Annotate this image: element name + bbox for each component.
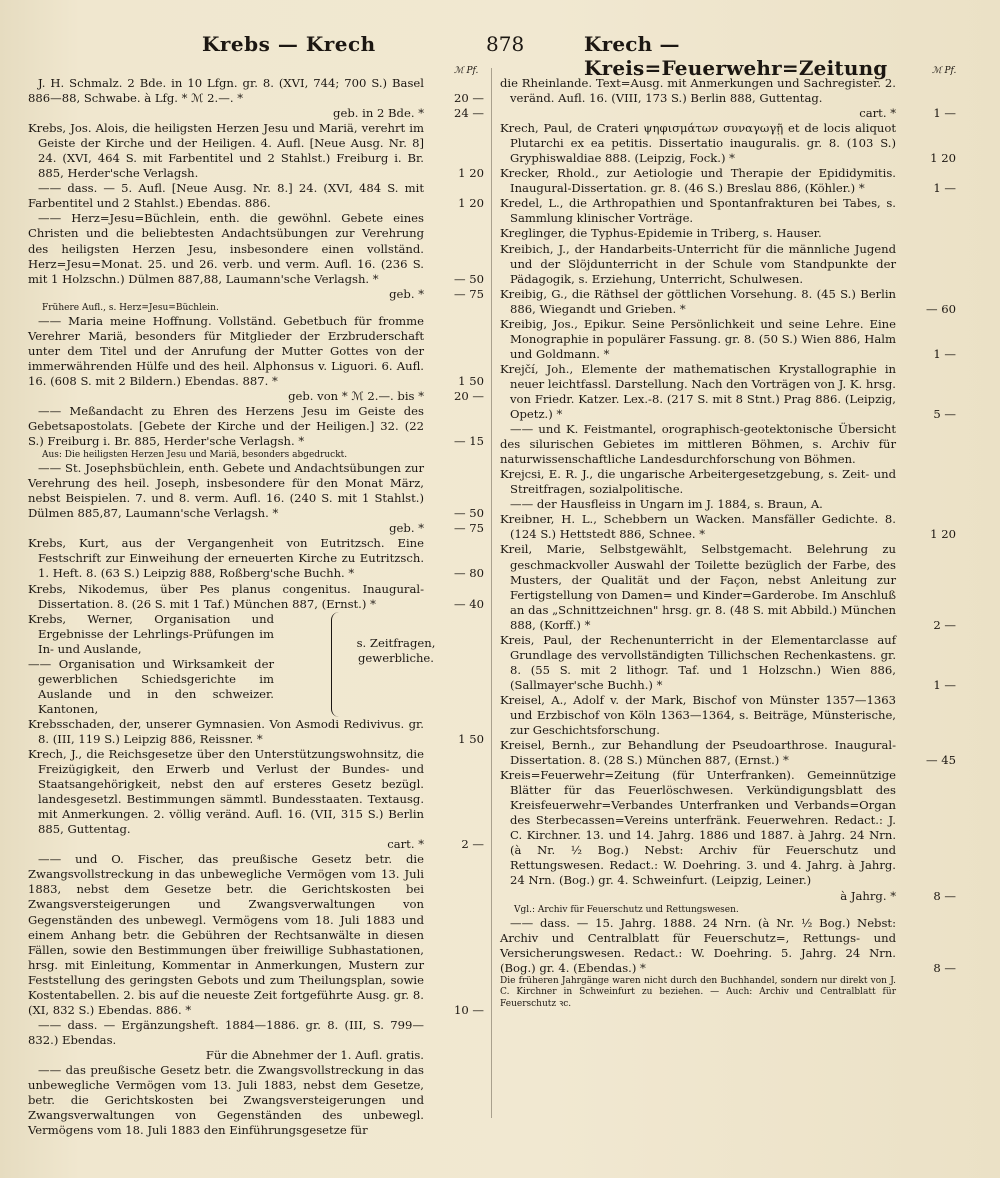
brace-entry-2 <box>28 657 334 717</box>
entry-text: Kredel, L., die Arthropathien und Spontanfrakturen bei Tabes, s. Sammlung klinischer Vorträge. <box>500 196 896 226</box>
entry-price: 1 50 <box>458 731 484 746</box>
entry-note <box>28 302 484 314</box>
currency-head-left: ℳ Pf. <box>454 66 479 76</box>
entry-text: —— dass. — 5. Aufl. [Neue Ausg. Nr. 8.] 24. (XVI, 484 S. mit Farbentitel und 2 Stahlst.) Ebendas. 886. <box>28 181 424 211</box>
catalog-entry <box>28 837 484 852</box>
entry-text: à Jahrg. * <box>840 888 896 903</box>
catalog-entry <box>28 1063 484 1138</box>
entry-price: 8 — <box>933 888 956 903</box>
entry-text: —— und O. Fischer, das preußische Gesetz betr. die Zwangsvollstreckung in das unbewegliche Vermögen vom 13. Juli 1883, nebst dem Gesetze betr. die Gerichtskosten bei Zwangsversteigerungen und Zwangsverwaltungen von Gegenständen des unbewegl. Vermögens vom 18. Juli 1883 und einem Anhang betr. die Gebühren der Rechtsanwälte in diesen Fällen, sowie den Bestimmungen über freiwillige Subhastationen, hrsg. mit Einleitung, Kommentar in Anmerkungen, Mustern zur Feststellung des geringsten Gebots und zum Theilungsplan, sowie Kostentabellen. 2. bis auf die neueste Zeit fortgeführte Ausg. gr. 8. (XI, 832 S.) Ebendas. 886. * <box>28 852 424 1017</box>
catalog-entry <box>28 582 484 612</box>
entry-text: geb. in 2 Bde. * <box>333 106 424 121</box>
catalog-entry <box>28 211 484 286</box>
entry-text: —— dass. — Ergänzungsheft. 1884—1886. gr. 8. (III, S. 799—832.) Ebendas. <box>28 1017 424 1047</box>
entry-price: — 80 <box>453 566 484 581</box>
footnote: Die früheren Jahrgänge waren nicht durch den Buchhandel, sondern nur direkt von J. C. Kirchner in Schweinfurt zu beziehen. — Auch: Archiv und Centralblatt für Feuerschutz ꝛc. <box>500 975 896 1009</box>
entry-price: 1 20 <box>930 151 956 166</box>
column-divider <box>491 68 492 1118</box>
entry-text: Kreis, Paul, der Rechenunterricht in der Elementarclasse auf Grundlage des vervollständigten Tillichschen Rechenkastens. gr. 8. (55 S. mit 2 lithogr. Taf. und 1 Holzschn.) Wien 886, (Sallmayer'sche Buchh.) * <box>500 632 896 692</box>
catalog-entry <box>500 497 956 512</box>
catalog-entry <box>28 1018 484 1048</box>
catalog-entry <box>28 389 484 404</box>
catalog-entry <box>28 106 484 121</box>
left-entries <box>28 76 484 612</box>
entry-price: 1 — <box>933 677 956 692</box>
note-text: Frühere Aufl., s. Herz=Jesu=Büchlein. <box>42 302 219 313</box>
entry-price: — 75 <box>453 286 484 301</box>
catalog-entry <box>500 317 956 362</box>
entry-text: Kreis=Feuerwehr=Zeitung (für Unterfranken). Gemeinnützige Blätter für das Feuerlöschwesen. Verkündigungsblatt des Kreisfeuerwehr=Verbandes Unterfranken und Verbands=Organ des Sterbecassen=Vereins unterfränk. Feuerwehren. Redact.: J. C. Kirchner. 13. und 14. Jahrg. 1886 und 1887. à Jahrg. 24 Nrn. (à Nr. ½ Bog.) Nebst: Archiv für Feuerschutz und Rettungswesen. Redact.: W. Doehring. 3. und 4. Jahrg. à Jahrg. 24 Nrn. (Bog.) gr. 4. Schweinfurt. (Leipzig, Leiner.) <box>500 768 896 888</box>
catalog-entry <box>500 121 956 166</box>
left-entries-continued <box>28 717 484 1138</box>
entry-text: cart. * <box>387 837 424 852</box>
entry-price: — 45 <box>925 753 956 768</box>
entry-text: Krecker, Rhold., zur Aetiologie und Therapie der Epididymitis. Inaugural-Dissertation. gr. 8. (46 S.) Breslau 886, (Köhler.) * <box>500 166 896 196</box>
entry-text: Krejčí, Joh., Elemente der mathematischen Krystallographie in neuer leichtfassl. Darstellung. Nach den Vorträgen von J. K. hrsg. von Friedr. Katzer. Lex.-8. (217 S. mit 8 Stnt.) Prag 886. (Leipzig, Opetz.) * <box>500 361 896 422</box>
entry-price: 20 — <box>453 388 484 403</box>
catalog-entry <box>28 717 484 747</box>
catalog-entry <box>28 314 484 389</box>
entry-text: Krebs, Jos. Alois, die heiligsten Herzen Jesu und Mariä, verehrt im Geiste der Kirche und der Heiligen. 4. Aufl. [Neue Ausg. Nr. 8] 24. (XVI, 464 S. mit Farbentitel und 2 Stahlst.) Freiburg i. Br. 885, Herder'sche Verlagsh. <box>28 121 424 181</box>
entry-text: Krebs, Nikodemus, über Pes planus congenitus. Inaugural-Dissertation. 8. (26 S. mit 1 Taf.) München 887, (Ernst.) * <box>28 581 424 611</box>
entry-price: 1 — <box>933 106 956 121</box>
entry-price: 1 20 <box>458 196 484 211</box>
catalog-entry <box>500 76 956 106</box>
brace-mark <box>331 612 344 717</box>
catalog-entry <box>28 76 484 106</box>
catalog-entry <box>500 106 956 121</box>
catalog-entry <box>500 916 956 976</box>
entry-note <box>500 904 956 916</box>
entry-price: — 50 <box>453 271 484 286</box>
entry-text: Krebsschaden, der, unserer Gymnasien. Von Asmodi Redivivus. gr. 8. (III, 119 S.) Leipzig 886, Reissner. * <box>28 716 424 746</box>
catalog-entry <box>500 196 956 226</box>
catalog-entry <box>500 422 956 467</box>
catalog-entry <box>500 693 956 738</box>
right-running-title: Krech — Kreis=Feuerwehr=Zeitung <box>584 32 888 80</box>
entry-text: J. H. Schmalz. 2 Bde. in 10 Lfgn. gr. 8. (XVI, 744; 700 S.) Basel 886—88, Schwabe. à Lfg. * ℳ 2.—. * <box>28 76 424 106</box>
note-text: Aus: Die heiligsten Herzen Jesu und Mariä, besonders abgedruckt. <box>42 450 348 461</box>
catalog-entry <box>28 404 484 449</box>
entry-text: Krech, J., die Reichsgesetze über den Unterstützungswohnsitz, die Freizügigkeit, den Erwerb und Verlust der Bundes- und Staatsangehörigkeit, nebst den auf ersteres Gesetz bezügl. landesgesetzl. Bestimmungen sämmtl. Bundesstaaten. Textausg. mit Anmerkungen. 2. völlig veränd. Aufl. 16. (VII, 315 S.) Berlin 885, Guttentag. <box>28 747 424 837</box>
entry-text: —— Herz=Jesu=Büchlein, enth. die gewöhnl. Gebete eines Christen und die beliebtesten Andachtsübungen zur Verehrung des heiligsten Herzen Jesu, insbesondere einen vollständ. Herz=Jesu=Monat. 25. und 26. verb. und verm. Aufl. 16. (236 S. mit 1 Holzschn.) Dülmen 887,88, Laumann'sche Verlagsh. * <box>28 211 424 286</box>
catalog-entry <box>28 852 484 1018</box>
right-column <box>500 76 956 1010</box>
note-text: Vgl.: Archiv für Feuerschutz und Rettungswesen. <box>514 904 739 915</box>
entry-price: 1 20 <box>930 527 956 542</box>
entry-price: 1 20 <box>458 166 484 181</box>
entry-text: die Rheinlande. Text=Ausg. mit Anmerkungen und Sachregister. 2. veränd. Aufl. 16. (VIII, 173 S.) Berlin 888, Guttentag. <box>500 76 896 106</box>
brace-group <box>28 612 484 717</box>
entry-text: —— das preußische Gesetz betr. die Zwangsvollstreckung in das unbewegliche Vermögen vom 13. Juli 1883, nebst dem Gesetze, betr. die Gerichtskosten bei Zwangsversteigerungen und Zwangsverwaltungen von Gegenständen des unbewegl. Vermögens vom 18. Juli 1883 den Einführungsgesetze für <box>28 1063 424 1138</box>
entry-text: geb. * <box>389 521 424 536</box>
entry-text: Krebs, Kurt, aus der Vergangenheit von Eutritzsch. Eine Festschrift zur Einweihung der erneuerten Kirche zu Eutritzsch. 1. Heft. 8. (63 S.) Leipzig 888, Roßberg'sche Buchh. * <box>28 536 424 581</box>
entry-price: 1 — <box>933 181 956 196</box>
entry-text: —— Meßandacht zu Ehren des Herzens Jesu im Geiste des Gebetsapostolats. [Gebete der Kirche und der Heiligen.] 32. (22 S.) Freiburg i. Br. 885, Herder'sche Verlagsh. * <box>28 403 424 449</box>
entry-text: Krebs, Werner, Organisation und Ergebnisse der Lehrlings-Prüfungen im In- und Auslande, <box>28 611 274 656</box>
catalog-entry <box>28 287 484 302</box>
page-number: 878 <box>486 32 525 56</box>
catalog-entry <box>28 121 484 181</box>
left-column <box>28 76 484 1138</box>
entry-text: —— St. Josephsbüchlein, enth. Gebete und Andachtsübungen zur Verehrung des heil. Joseph, insbesondere für den Monat März, nebst Beispielen. 7. und 8. verm. Aufl. 16. (240 S. mit 1 Stahlst.) Dülmen 885,87, Laumann'sche Verlagsh. * <box>28 461 424 521</box>
catalog-entry <box>28 521 484 536</box>
entry-price: — 15 <box>453 434 484 449</box>
entry-price: 10 — <box>453 1002 484 1017</box>
catalog-entry <box>28 181 484 211</box>
entry-text: Kreglinger, die Typhus-Epidemie in Triberg, s. Hauser. <box>500 226 822 241</box>
entry-text: —— Maria meine Hoffnung. Vollständ. Gebetbuch für fromme Verehrer Mariä, besonders für Mitglieder der Erzbruderschaft unter dem Titel und der Anrufung der Mutter Gottes von der immerwährenden Hülfe und des heil. Alphonsus v. Liguori. 6. Aufl. 16. (608 S. mit 2 Bildern.) Ebendas. 887. * <box>28 313 424 388</box>
left-running-title: Krebs — Krech <box>202 32 376 56</box>
catalog-entry <box>500 287 956 317</box>
entry-price: 2 — <box>461 837 484 852</box>
catalog-entry <box>500 633 956 693</box>
entry-text: Kreibig, Jos., Epikur. Seine Persönlichkeit und seine Lehre. Eine Monographie in populärer Fassung. gr. 8. (50 S.) Wien 886, Halm und Goldmann. * <box>500 316 896 361</box>
catalog-entry <box>28 536 484 581</box>
entry-text: —— Organisation und Wirksamkeit der gewerblichen Schiedsgerichte im Auslande und in den schweizer. Kantonen, <box>28 656 274 716</box>
entry-text: Kreisel, Bernh., zur Behandlung der Pseudoarthrose. Inaugural-Dissertation. 8. (28 S.) München 887, (Ernst.) * <box>500 738 896 768</box>
catalog-entry <box>500 226 956 241</box>
currency-head-right: ℳ Pf. <box>932 66 957 76</box>
entry-text: —— und K. Feistmantel, orographisch-geotektonische Übersicht des silurischen Gebietes im mittleren Böhmen, s. Archiv für naturwissenschaftliche Landesdurchforschung von Böhmen. <box>500 422 896 467</box>
catalog-entry <box>500 467 956 497</box>
entry-price: 24 — <box>453 106 484 121</box>
catalog-entry <box>500 768 956 888</box>
catalog-entry <box>28 747 484 837</box>
entry-text: Für die Abnehmer der 1. Aufl. gratis. <box>205 1047 424 1062</box>
entry-text: Krejcsi, E. R. J., die ungarische Arbeitergesetzgebung, s. Zeit- und Streitfragen, sozialpolitische. <box>500 467 896 497</box>
catalog-entry <box>500 362 956 422</box>
catalog-entry <box>28 1048 484 1063</box>
catalog-entry <box>500 242 956 287</box>
entry-text: Kreibich, J., der Handarbeits-Unterricht für die männliche Jugend und der Slöjdunterricht in der Schule vom Standpunkte der Pädagogik, s. Erziehung, Unterricht, Schulwesen. <box>500 241 896 286</box>
entry-price: 1 — <box>933 346 956 361</box>
entry-price: — 60 <box>925 301 956 316</box>
entry-text: —— der Hausfleiss in Ungarn im J. 1884, s. Braun, A. <box>510 497 823 512</box>
entry-text: Kreisel, A., Adolf v. der Mark, Bischof von Münster 1357—1363 und Erzbischof von Köln 1363—1364, s. Beiträge, Münsterische, zur Geschichtsforschung. <box>500 692 896 738</box>
entry-text: cart. * <box>859 106 896 121</box>
entry-price: 1 50 <box>458 373 484 388</box>
entry-text: geb. * <box>389 286 424 301</box>
entry-price: 20 — <box>453 91 484 106</box>
catalog-entry <box>500 166 956 196</box>
entry-price: — 40 <box>453 596 484 611</box>
right-entries <box>500 76 956 976</box>
entry-text: Kreibner, H. L., Schebbern un Wacken. Mansfäller Gedichte. 8. (124 S.) Hettstedt 886, Schnee. * <box>500 512 896 542</box>
catalog-entry <box>500 512 956 542</box>
entry-text: geb. von * ℳ 2.—. bis * <box>288 388 424 403</box>
brace-label: s. Zeitfragen, gewerbliche. <box>356 635 436 665</box>
entry-price: — 75 <box>453 521 484 536</box>
catalog-entry <box>500 889 956 904</box>
catalog-entry <box>500 738 956 768</box>
entry-text: Krech, Paul, de Crateri ψηφισμάτων συναγωγῇ et de locis aliquot Plutarchi ex ea petitis. Dissertatio inauguralis. gr. 8. (103 S.) Gryphiswaldiae 888. (Leipzig, Fock.) * <box>500 121 896 166</box>
entry-text: Kreil, Marie, Selbstgewählt, Selbstgemacht. Belehrung zu geschmackvoller Auswahl der Toilette bezüglich der Farbe, des Musters, der Qualität und der Façon, nebst Anleitung zur Fertigstellung von Damen= und Kinder=Garderobe. Im Anschluß an das „Schnittzeichnen" hrsg. gr. 8. (48 S. mit Abbild.) München 888, (Korff.) * <box>500 542 896 632</box>
brace-entry-1 <box>28 612 334 657</box>
entry-text: Kreibig, G., die Räthsel der göttlichen Vorsehung. 8. (45 S.) Berlin 886, Wiegandt und Grieben. * <box>500 286 896 316</box>
entry-price: 2 — <box>933 617 956 632</box>
entry-text: —— dass. — 15. Jahrg. 1888. 24 Nrn. (à Nr. ½ Bog.) Nebst: Archiv und Centralblatt für Feuerschutz=, Rettungs- und Versicherungswesen. Redact.: W. Doehring. 5. Jahrg. 24 Nrn. (Bog.) gr. 4. (Ebendas.) * <box>500 915 896 975</box>
entry-price: 8 — <box>933 960 956 975</box>
catalog-entry <box>28 461 484 521</box>
entry-note <box>28 449 484 461</box>
entry-price: — 50 <box>453 506 484 521</box>
entry-price: 5 — <box>933 407 956 422</box>
catalog-entry <box>500 542 956 632</box>
